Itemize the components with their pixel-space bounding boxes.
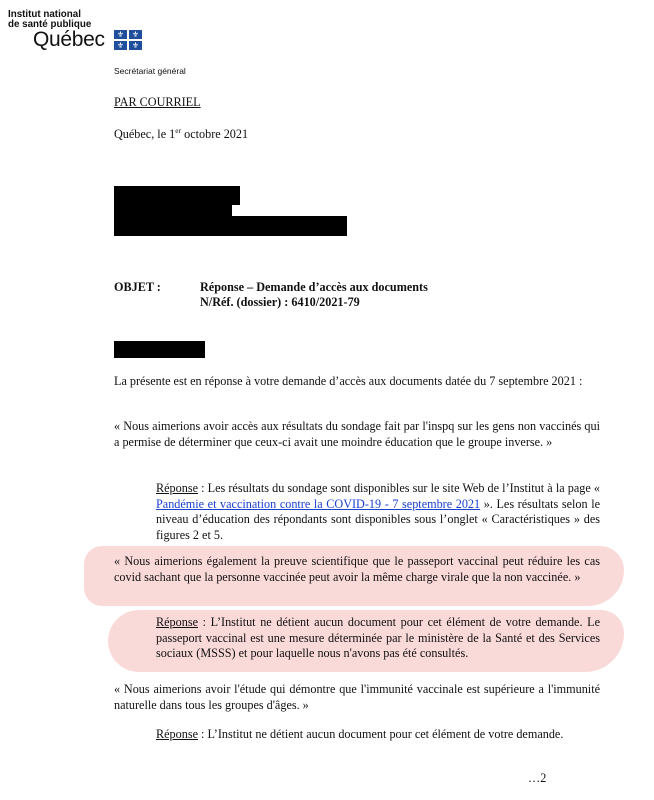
redacted-salutation	[114, 341, 205, 358]
intro-paragraph: La présente est en réponse à votre demande d’accès aux documents datée du 7 septembre 2021 :	[114, 374, 583, 388]
answer-2-text: : L’Institut ne détient aucun document pour cet élément de votre demande. Le passeport vaccinal est une mesure déterminée par le ministère de la Santé et des Services sociaux (MSSS) et pour laquelle nous n'avons pas été consultés.	[156, 615, 600, 660]
page-marker: …2	[528, 771, 547, 785]
quebec-flag-icon	[114, 30, 142, 50]
fleur-de-lis-icon: ⚜	[129, 30, 142, 39]
answer-3	[156, 727, 600, 743]
answer-1	[156, 481, 600, 543]
redacted-block	[114, 204, 232, 216]
delivery-method: PAR COURRIEL	[114, 95, 201, 109]
logo-line-2: de santé publique	[8, 19, 92, 30]
subject-line-2: N/Réf. (dossier) : 6410/2021-79	[200, 295, 360, 309]
place-date-suffix: octobre 2021	[181, 127, 249, 141]
answer-1-text-b: ». Les résultats selon le niveau d’éducation des répondants sont disponibles sous l’onglet « Caractéristiques » des figures 2 et 5.	[156, 496, 600, 542]
answer-2	[156, 615, 600, 662]
question-3: « Nous aimerions avoir l'étude qui démontre que l'immunité vaccinale est supérieure a l'immunité naturelle dans tous les groupes d'âges. »	[114, 682, 600, 712]
redacted-block	[114, 216, 347, 236]
inspq-logo	[8, 10, 158, 52]
logo-wordmark: Québec	[33, 28, 105, 51]
logo-line-1: Institut national	[8, 9, 81, 20]
answer-2-label: Réponse	[156, 615, 198, 629]
fleur-de-lis-icon: ⚜	[114, 41, 127, 50]
answer-1-label: Réponse	[156, 481, 198, 495]
subject-line-1: Réponse – Demande d’accès aux documents	[200, 280, 428, 294]
subject-label: OBJET :	[114, 280, 161, 294]
answer-1-text-a: : Les résultats du sondage sont disponibles sur le site Web de l’Institut à la page «	[197, 481, 600, 495]
question-1: « Nous aimerions avoir accès aux résultats du sondage fait par l'inspq sur les gens non vaccinés qui a permise de déterminer que ceux-ci avait une moindre éducation que le groupe inverse. »	[114, 419, 600, 449]
fleur-de-lis-icon: ⚜	[114, 30, 127, 39]
redacted-block	[114, 186, 240, 205]
place-date	[114, 127, 248, 143]
place-date-prefix: Québec, le 1	[114, 127, 176, 141]
department-label: Secrétariat général	[114, 66, 186, 76]
answer-3-label: Réponse	[156, 727, 198, 741]
survey-results-link[interactable]: Pandémie et vaccination contre la COVID-19 - 7 septembre 2021	[156, 496, 481, 511]
fleur-de-lis-icon: ⚜	[129, 41, 142, 50]
place-date-sup: er	[175, 125, 182, 135]
question-2: « Nous aimerions également la preuve scientifique que le passeport vaccinal peut réduire les cas covid sachant que la personne vaccinée peut avoir la même charge virale que la non vaccinée. »	[114, 554, 600, 584]
answer-3-text: : L’Institut ne détient aucun document pour cet élément de votre demande.	[197, 727, 564, 741]
